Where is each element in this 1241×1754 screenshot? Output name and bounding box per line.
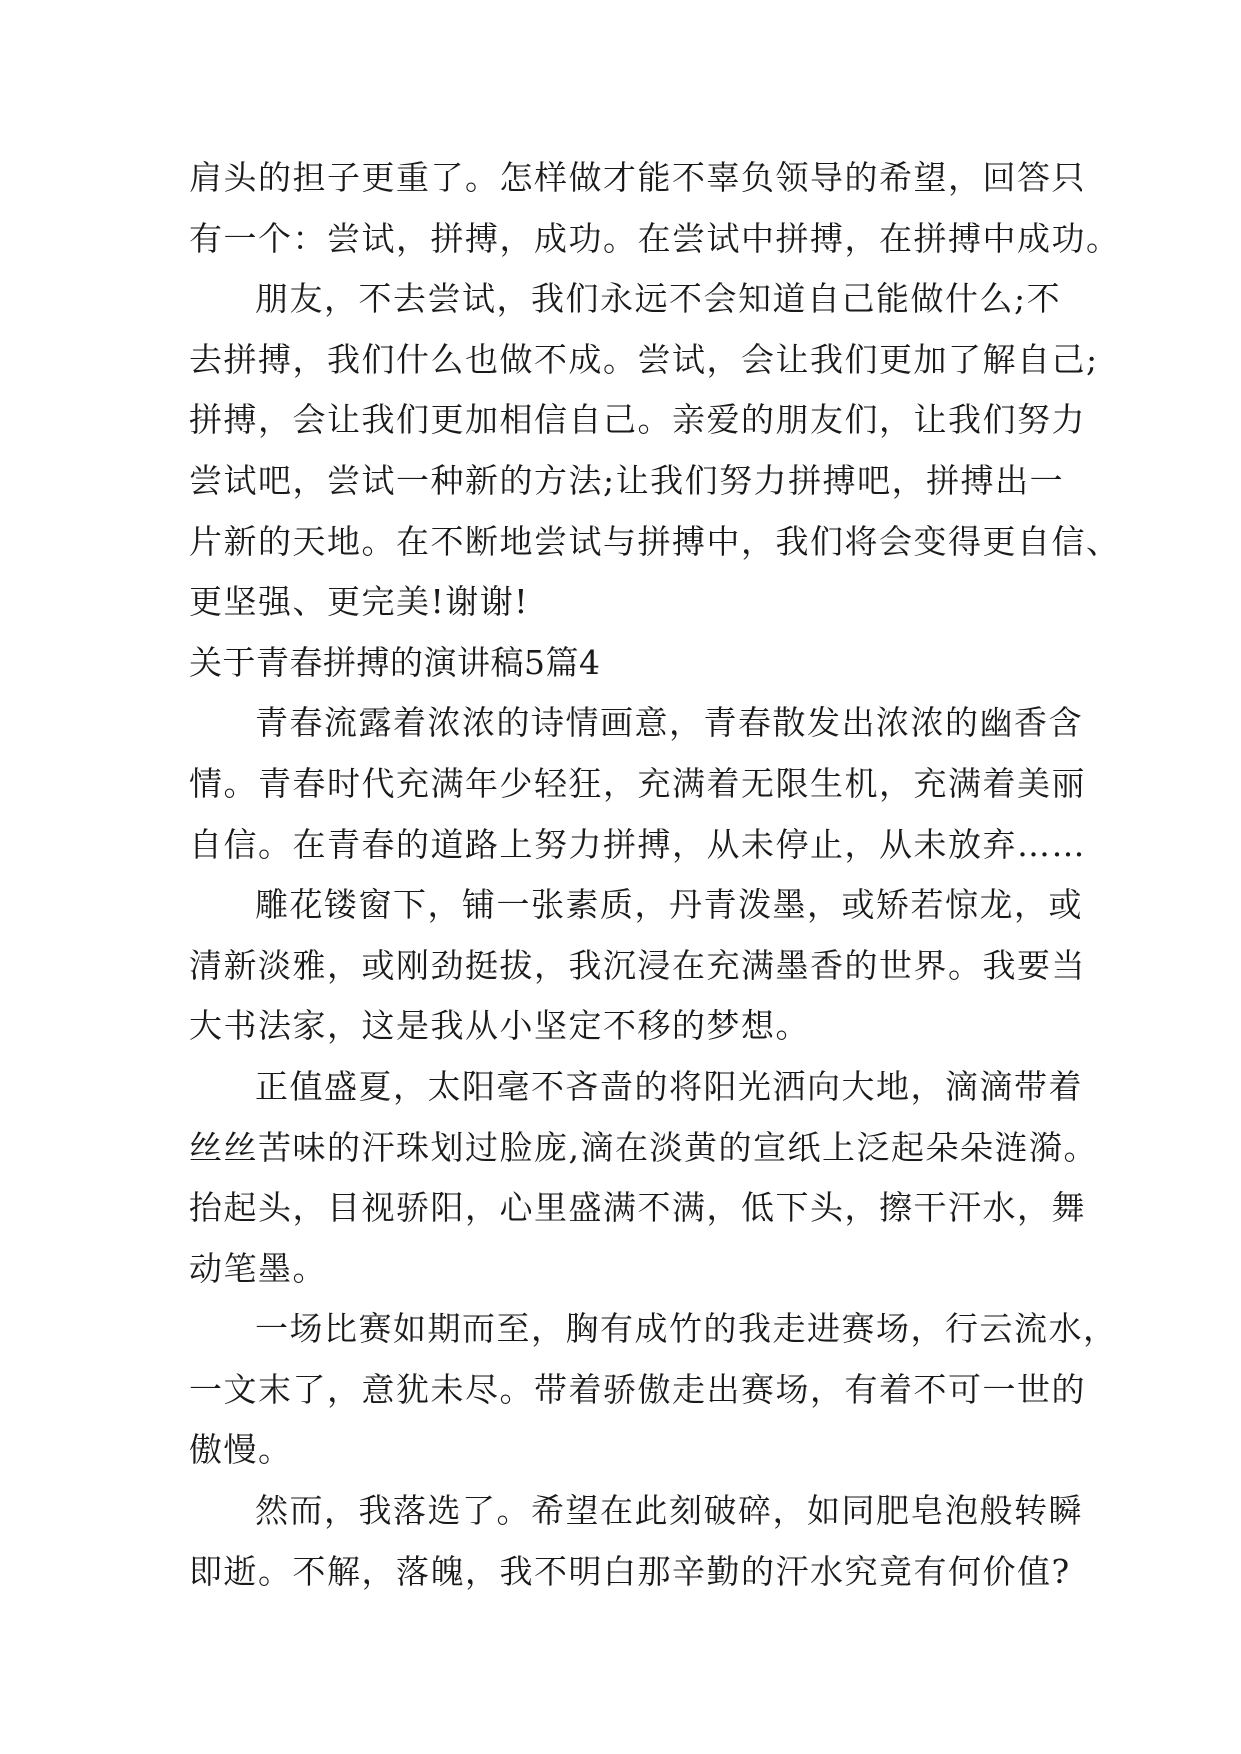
paragraph-line: 大书法家，这是我从小坚定不移的梦想。 xyxy=(189,1006,810,1046)
paragraph-line: 去拼搏，我们什么也做不成。尝试，会让我们更加了解自己; xyxy=(189,339,1099,379)
paragraph-line: 一文末了，意犹未尽。带着骄傲走出赛场，有着不可一世的 xyxy=(189,1369,1086,1409)
paragraph-line: 一场比赛如期而至，胸有成竹的我走进赛场，行云流水， xyxy=(255,1309,1118,1349)
paragraph-line: 拼搏，会让我们更加相信自己。亲爱的朋友们，让我们努力 xyxy=(189,400,1086,440)
paragraph-line: 更坚强、更完美!谢谢! xyxy=(189,582,530,622)
paragraph-line: 情。青春时代充满年少轻狂，充满着无限生机，充满着美丽 xyxy=(189,763,1086,803)
paragraph-line: 自信。在青春的道路上努力拼搏，从未停止，从未放弃…… xyxy=(189,824,1086,864)
paragraph-line: 正值盛夏，太阳毫不吝啬的将阳光洒向大地，滴滴带着 xyxy=(255,1066,1083,1106)
paragraph-line: 抬起头，目视骄阳，心里盛满不满，低下头，擦干汗水，舞 xyxy=(189,1188,1086,1228)
paragraph-line: 肩头的担子更重了。怎样做才能不辜负领导的希望，回答只 xyxy=(189,158,1086,197)
paragraph-line: 清新淡雅，或刚劲挺拔，我沉浸在充满墨香的世界。我要当 xyxy=(189,945,1086,985)
paragraph-line: 即逝。不解，落魄，我不明白那辛勤的汗水究竟有何价值? xyxy=(189,1551,1071,1591)
paragraph-line: 傲慢。 xyxy=(189,1430,293,1470)
paragraph-line: 雕花镂窗下，铺一张素质，丹青泼墨，或矫若惊龙，或 xyxy=(255,885,1083,925)
paragraph-line: 丝丝苦味的汗珠划过脸庞,滴在淡黄的宣纸上泛起朵朵涟漪。 xyxy=(189,1127,1098,1167)
paragraph-line: 然而，我落选了。希望在此刻破碎，如同肥皂泡般转瞬 xyxy=(255,1491,1083,1531)
document-body xyxy=(189,148,1121,1602)
paragraph-line: 朋友，不去尝试，我们永远不会知道自己能做什么;不 xyxy=(255,279,1062,319)
paragraph-line: 有一个：尝试，拼搏，成功。在尝试中拼搏，在拼搏中成功。 xyxy=(189,218,1121,258)
paragraph-line: 动笔墨。 xyxy=(189,1248,327,1288)
paragraph-line: 青春流露着浓浓的诗情画意，青春散发出浓浓的幽香含 xyxy=(255,703,1083,743)
paragraph-line: 尝试吧，尝试一种新的方法;让我们努力拼搏吧，拼搏出一 xyxy=(189,460,1065,500)
section-heading: 关于青春拼搏的演讲稿5篇4 xyxy=(189,642,601,682)
paragraph-line: 片新的天地。在不断地尝试与拼搏中，我们将会变得更自信、 xyxy=(189,521,1121,561)
